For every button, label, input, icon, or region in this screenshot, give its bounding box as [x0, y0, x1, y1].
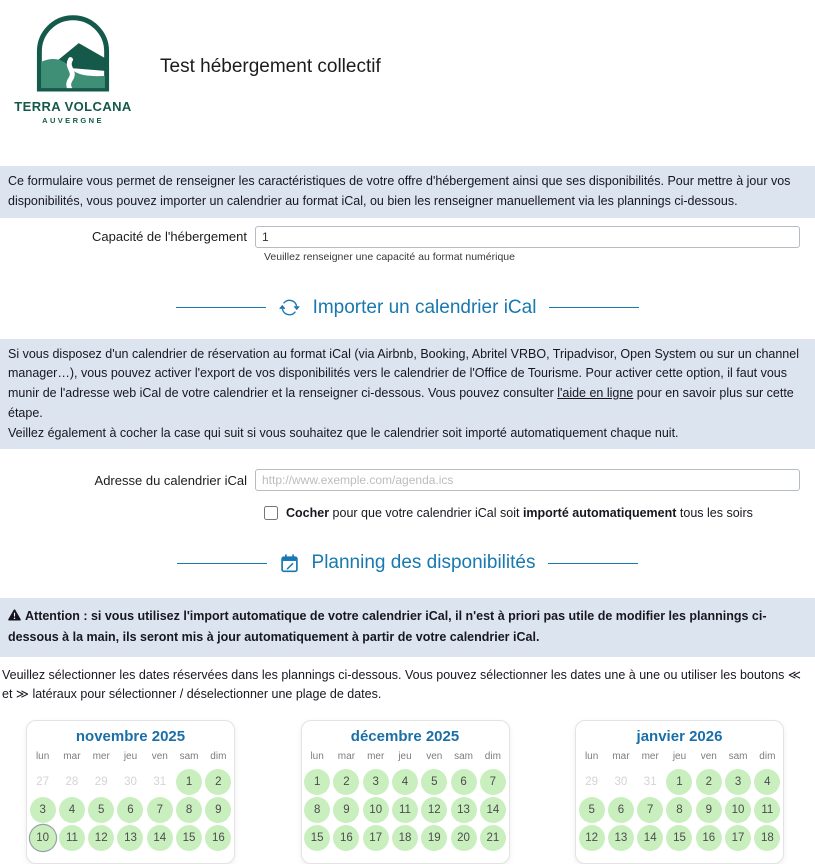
day-cell[interactable]: 15 [176, 825, 202, 851]
day-cell[interactable]: 7 [480, 769, 506, 795]
day-cell[interactable]: 17 [725, 825, 751, 851]
ical-section-heading [0, 297, 815, 319]
calendar-month-title: janvier 2026 [636, 727, 723, 745]
day-cell[interactable]: 16 [333, 825, 359, 851]
day-cell[interactable]: 21 [480, 825, 506, 851]
weekday-label: dim [484, 750, 501, 762]
day-cell[interactable]: 12 [579, 825, 605, 851]
terra-volcana-logo [8, 10, 138, 125]
day-cell[interactable]: 1 [176, 769, 202, 795]
day-cell[interactable]: 10 [725, 797, 751, 823]
day-cell[interactable]: 12 [88, 825, 114, 851]
day-cell[interactable]: 3 [363, 769, 389, 795]
heading-line-left [176, 307, 266, 308]
day-cell[interactable]: 18 [754, 825, 780, 851]
day-cell[interactable]: 20 [451, 825, 477, 851]
day-cell[interactable]: 15 [304, 825, 330, 851]
capacity-input[interactable] [255, 226, 800, 248]
weekday-label: dim [759, 750, 776, 762]
auto-import-label-bold1: Cocher [286, 506, 330, 521]
capacity-row [0, 226, 800, 248]
ical-info-text [8, 345, 807, 424]
day-cell[interactable]: 8 [176, 797, 202, 823]
auto-import-label-end: tous les soirs [676, 506, 753, 521]
weekday-label: mar [63, 750, 81, 762]
weekday-label: mer [641, 750, 659, 762]
day-cell-outside-month: 29 [585, 775, 599, 788]
refresh-icon [279, 297, 300, 318]
weekday-label: jeu [398, 750, 412, 762]
day-cell[interactable]: 10 [363, 797, 389, 823]
day-cell[interactable]: 11 [392, 797, 418, 823]
ical-section-title: Importer un calendrier iCal [312, 296, 537, 318]
day-cell[interactable]: 2 [205, 769, 231, 795]
calendars-row [0, 720, 815, 864]
weekday-label: ven [151, 750, 168, 762]
capacity-helper-text: Veuillez renseigner une capacité au format numérique [264, 250, 515, 263]
day-cell[interactable]: 18 [392, 825, 418, 851]
day-cell[interactable]: 7 [147, 797, 173, 823]
day-cell[interactable]: 19 [421, 825, 447, 851]
weekday-label: ven [700, 750, 717, 762]
day-cell[interactable]: 4 [392, 769, 418, 795]
day-cell[interactable]: 17 [363, 825, 389, 851]
day-cell[interactable]: 4 [754, 769, 780, 795]
auto-import-label-bold2: importé automatiquement [522, 506, 677, 521]
weekday-label: mer [367, 750, 385, 762]
intro-text: Ce formulaire vous permet de renseigner les caractéristiques de votre offre d'hébergement ainsi que ses disponibilités. Pour mettre à jour vos disponibilités, vous pouvez importer un calendrier au format iCal, ou bien les renseigner manuellement via les plannings ci-dessous. [8, 174, 791, 208]
day-cell[interactable]: 4 [59, 797, 85, 823]
day-cell[interactable]: 6 [117, 797, 143, 823]
ical-info-before-link: Si vous disposez d'un calendrier de réservation au format iCal (via Airbnb, Booking, Abritel VRBO, Tripadvisor, Open System ou sur un channel manager…), vous pouvez activer l'export de vos disponibilités vers le calendrier de l'Office de Tourisme. Pour activer cette option, il faut vous munir de l'adresse web iCal de votre calendrier et la renseigner ci-dessous. Vous pouvez consulter [8, 346, 803, 400]
day-cell[interactable]: 6 [451, 769, 477, 795]
day-cell[interactable]: 3 [725, 769, 751, 795]
logo-name: TERRA VOLCANA [14, 99, 132, 114]
day-cell-outside-month: 29 [94, 775, 108, 788]
day-cell[interactable]: 9 [333, 797, 359, 823]
days-grid [303, 769, 508, 851]
planning-section-title: Planning des disponibilités [311, 552, 536, 574]
planning-instructions: Veuillez sélectionner les dates réservées dans les plannings ci-dessous. Vous pouvez sélectionner les dates une à une ou utiliser les boutons ≪ et ≫ latéraux pour sélectionner / déselectionner une plage de dates. [2, 667, 801, 702]
weekday-label: sam [728, 750, 748, 762]
calendar-panel-3 [575, 720, 784, 864]
warning-message: Attention : si vous utilisez l'import automatique de votre calendrier iCal, il n'est à priori pas utile de modifier les plannings ci-dessous à la main, ils seront mis à jour automatiquement à partir de votre calendrier iCal. [8, 609, 767, 644]
day-cell[interactable]: 13 [608, 825, 634, 851]
weekday-header-row [303, 751, 508, 762]
heading-line-left [177, 563, 267, 564]
weekday-label: mer [92, 750, 110, 762]
day-cell[interactable]: 15 [666, 825, 692, 851]
day-cell-today[interactable]: 10 [30, 825, 56, 851]
calendar-panel-2 [301, 720, 510, 864]
weekday-label: dim [210, 750, 227, 762]
day-cell[interactable]: 7 [637, 797, 663, 823]
day-cell[interactable]: 14 [480, 797, 506, 823]
online-help-link[interactable]: l'aide en ligne [557, 386, 634, 400]
ical-address-row [0, 469, 800, 491]
planning-warning-banner [0, 598, 815, 657]
day-cell-outside-month: 30 [614, 775, 628, 788]
auto-import-label [286, 506, 753, 520]
day-cell-outside-month: 27 [36, 775, 50, 788]
day-cell[interactable]: 14 [147, 825, 173, 851]
day-cell[interactable]: 2 [333, 769, 359, 795]
ical-info-banner [0, 339, 815, 450]
weekday-label: lun [584, 750, 599, 762]
day-cell[interactable]: 12 [421, 797, 447, 823]
day-cell[interactable]: 1 [304, 769, 330, 795]
day-cell-outside-month: 31 [643, 775, 657, 788]
calendar-month-title: décembre 2025 [350, 727, 460, 745]
weekday-header-row [577, 751, 782, 762]
days-grid [28, 769, 233, 851]
day-cell[interactable]: 14 [637, 825, 663, 851]
ical-address-label: Adresse du calendrier iCal [94, 472, 247, 488]
heading-line-right [549, 307, 639, 308]
weekday-label: jeu [123, 750, 138, 762]
day-cell[interactable]: 5 [421, 769, 447, 795]
day-cell[interactable]: 8 [666, 797, 692, 823]
day-cell[interactable]: 3 [30, 797, 56, 823]
day-cell[interactable]: 13 [117, 825, 143, 851]
calendar-month-title: novembre 2025 [75, 727, 186, 745]
ical-info-line2: Veillez également à cocher la case qui suit si vous souhaitez que le calendrier soit importé automatiquement chaque nuit. [8, 425, 679, 440]
day-cell[interactable]: 9 [696, 797, 722, 823]
weekday-label: lun [310, 750, 324, 762]
auto-import-checkbox[interactable] [264, 506, 278, 520]
auto-import-label-mid: pour que votre calendrier iCal soit [329, 506, 523, 521]
weekday-label: sam [454, 750, 474, 762]
logo-arch-icon [32, 10, 114, 96]
calendar-edit-icon [280, 554, 299, 573]
day-cell[interactable]: 16 [205, 825, 231, 851]
page-title: Test hébergement collectif [160, 56, 381, 77]
capacity-label: Capacité de l'hébergement [92, 229, 247, 244]
day-cell[interactable]: 11 [754, 797, 780, 823]
day-cell[interactable]: 1 [666, 769, 692, 795]
calendar-panel-1 [26, 720, 235, 864]
day-cell[interactable]: 5 [579, 797, 605, 823]
day-cell[interactable]: 6 [608, 797, 634, 823]
day-cell[interactable]: 13 [451, 797, 477, 823]
logo-region: AUVERGNE [42, 116, 104, 125]
ical-address-input[interactable] [255, 469, 800, 491]
day-cell-outside-month: 31 [153, 775, 167, 788]
weekday-header-row [28, 751, 233, 762]
days-grid [577, 769, 782, 851]
page-header [0, 0, 815, 166]
warning-icon [8, 608, 21, 628]
day-cell[interactable]: 2 [696, 769, 722, 795]
heading-line-right [548, 563, 638, 564]
day-cell[interactable]: 9 [205, 797, 231, 823]
warning-text [8, 607, 807, 648]
day-cell[interactable]: 16 [696, 825, 722, 851]
day-cell-outside-month: 30 [124, 775, 137, 788]
day-cell-outside-month: 28 [65, 775, 79, 788]
ical-info-after-link: pour en savoir plus sur cette étape. [8, 386, 798, 420]
weekday-label: sam [179, 750, 199, 762]
auto-import-checkbox-row [264, 506, 815, 520]
weekday-label: mar [337, 750, 356, 762]
weekday-label: ven [426, 750, 443, 762]
planning-section-heading [0, 552, 815, 574]
intro-banner [0, 166, 815, 218]
weekday-label: mar [612, 750, 630, 762]
day-cell[interactable]: 8 [304, 797, 330, 823]
day-cell[interactable]: 5 [88, 797, 114, 823]
weekday-label: jeu [672, 750, 687, 762]
day-cell[interactable]: 11 [59, 825, 85, 851]
weekday-label: lun [35, 750, 50, 762]
